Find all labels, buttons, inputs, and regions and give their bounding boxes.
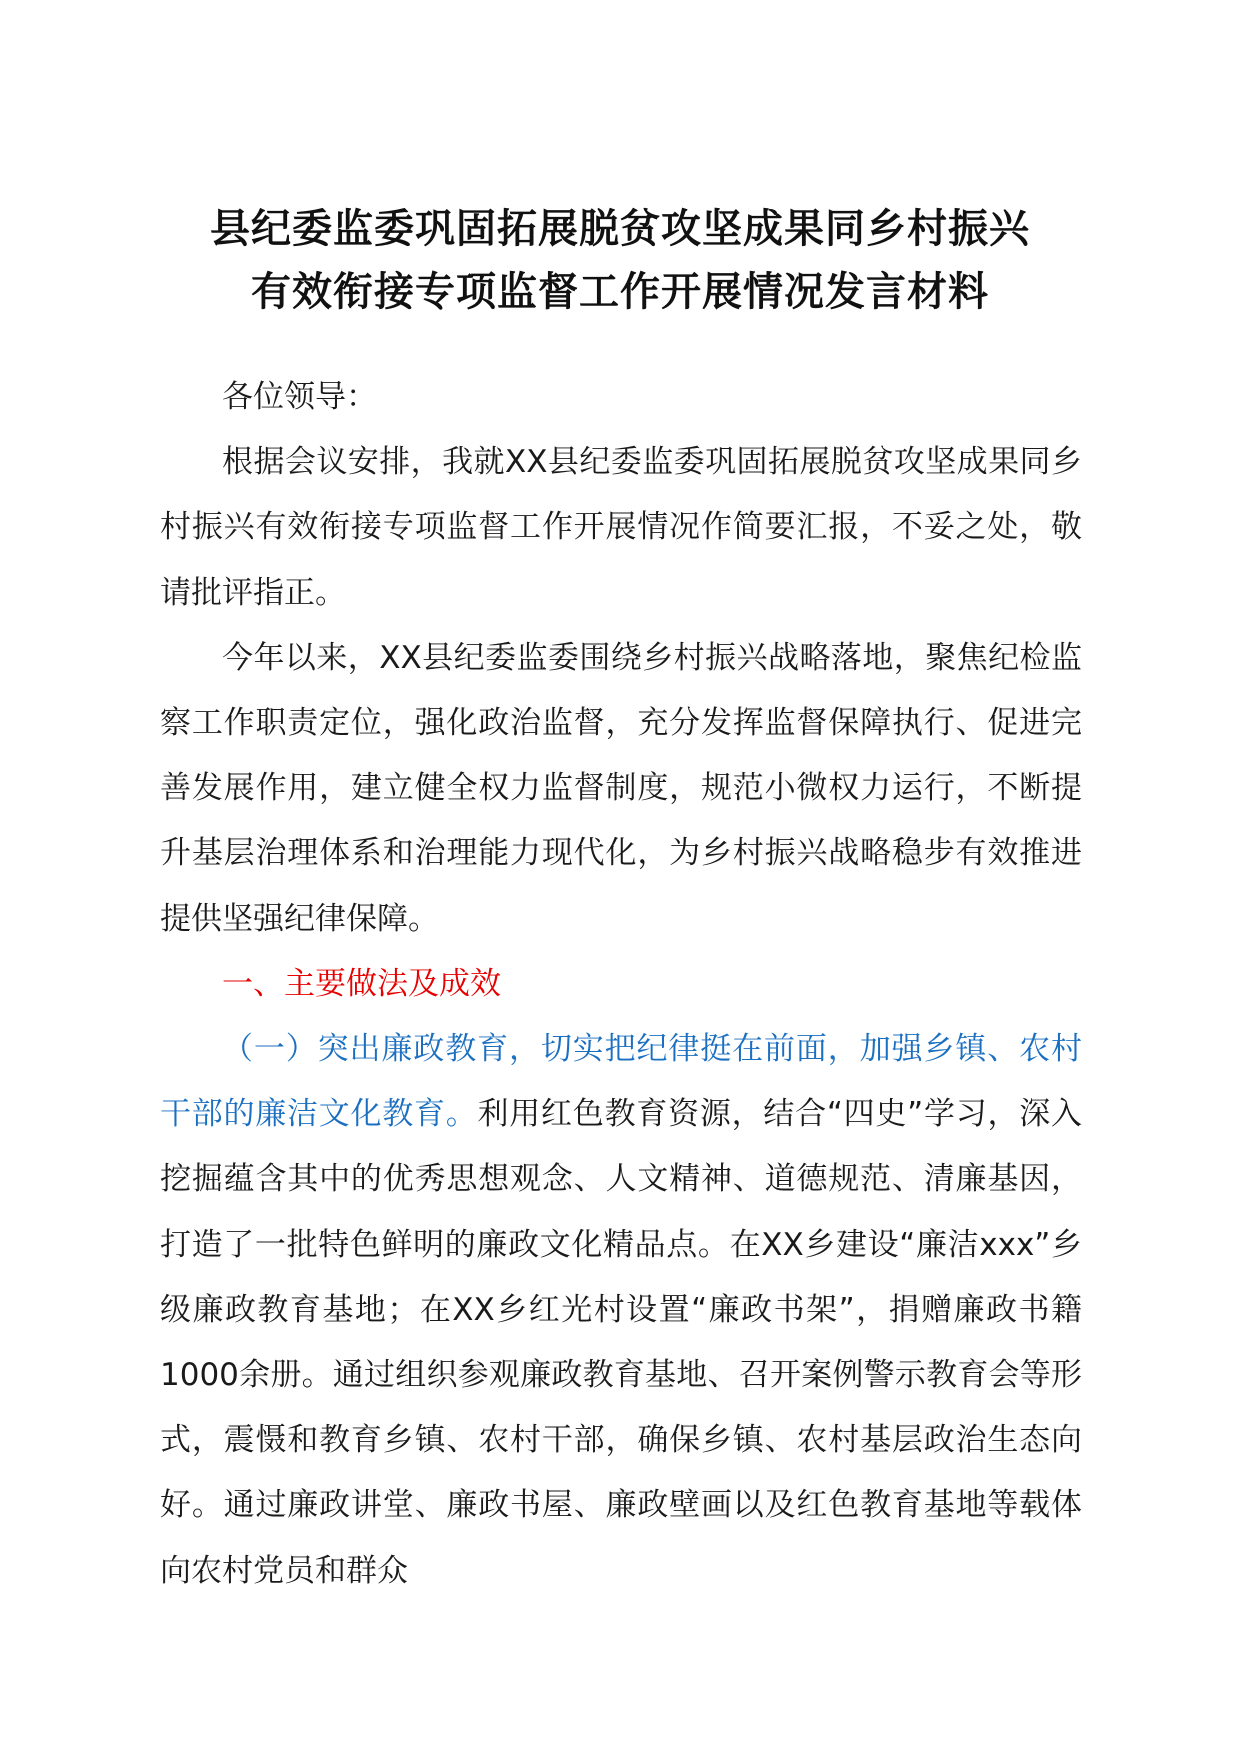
title-line-1: 县纪委监委巩固拓展脱贫攻坚成果同乡村振兴 [210, 206, 1030, 252]
section-item-body: 利用红色教育资源，结合“四史”学习，深入挖掘蕴含其中的优秀思想观念、人文精神、道德规范、清廉基因，打造了一批特色鲜明的廉政文化精品点。在XX乡建设“廉洁xxx”乡级廉政教育基地；在XX乡红光村设置“廉政书架”，捐赠廉政书籍1000余册。通过组织参观廉政教育基地、召开案例警示教育会等形式，震慑和教育乡镇、农村干部，确保乡镇、农村基层政治生态向好。通过廉政讲堂、廉政书屋、廉政壁画以及红色教育基地等载体向农村党员和群众 [160, 1096, 1082, 1589]
section-item-paragraph [160, 1017, 1082, 1604]
document-body [160, 365, 1082, 1604]
section-heading: 一、主要做法及成效 [222, 965, 501, 1002]
salutation: 各位领导： [222, 379, 377, 415]
intro-paragraph: 根据会议安排，我就XX县纪委监委巩固拓展脱贫攻坚成果同乡村振兴有效衔接专项监督工作开展情况作简要汇报，不妥之处，敬请批评指正。 [160, 444, 1082, 611]
document-title [150, 198, 1090, 324]
title-line-2: 有效衔接专项监督工作开展情况发言材料 [251, 269, 989, 315]
overview-paragraph: 今年以来，XX县纪委监委围绕乡村振兴战略落地，聚焦纪检监察工作职责定位，强化政治监督，充分发挥监督保障执行、促进完善发展作用，建立健全权力监督制度，规范小微权力运行，不断提升基层治理体系和治理能力现代化，为乡村振兴战略稳步有效推进提供坚强纪律保障。 [160, 639, 1082, 937]
section-subheading: （一）突出廉政教育，切实把纪律挺在前面，加强乡镇、农村干部的廉洁文化教育。 [160, 1031, 1082, 1133]
